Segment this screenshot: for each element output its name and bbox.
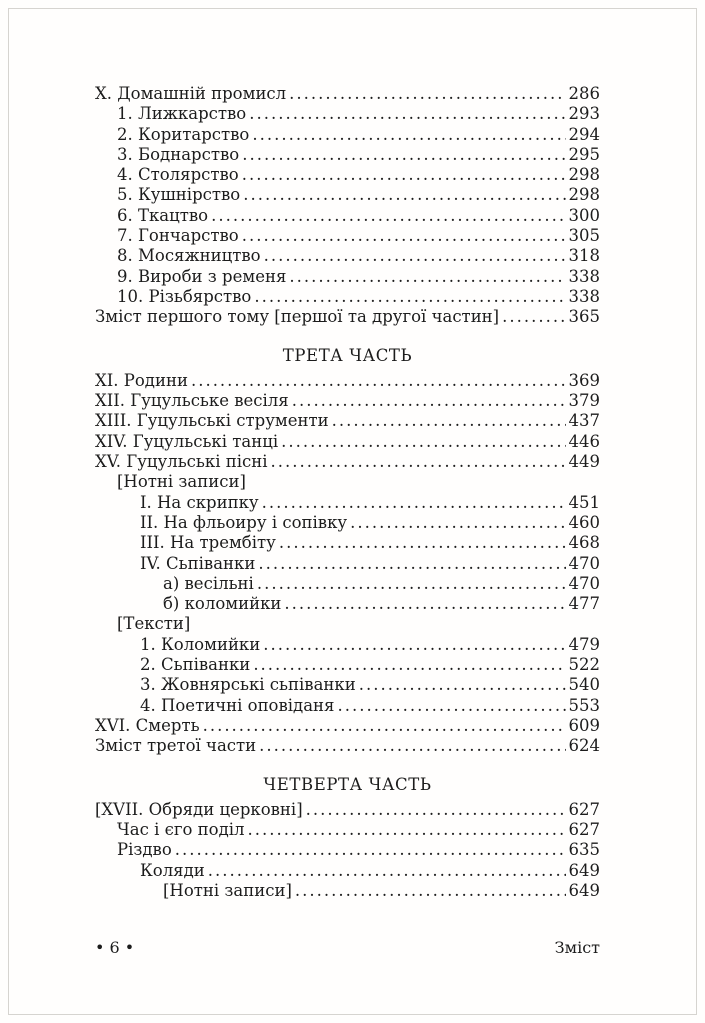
toc-entry bbox=[95, 246, 600, 266]
toc-entry bbox=[95, 287, 600, 307]
toc-entry-label: 2. Коритарство bbox=[117, 124, 250, 144]
toc-page-number: 540 bbox=[568, 675, 600, 695]
toc-page-number: 298 bbox=[568, 185, 600, 205]
toc-entry-label: Коляди bbox=[140, 860, 205, 880]
toc-page-number: 635 bbox=[568, 840, 600, 860]
toc-section bbox=[95, 346, 600, 757]
toc-page-number: 553 bbox=[568, 695, 600, 715]
toc-page-number: 446 bbox=[568, 431, 600, 451]
toc-section bbox=[95, 84, 600, 328]
toc-leader-dots bbox=[264, 246, 566, 266]
toc-entry bbox=[95, 533, 600, 553]
toc-page-number: 624 bbox=[568, 736, 600, 756]
folio-number: • 6 • bbox=[95, 938, 135, 957]
toc-entry-label: II. На фльоиру і сопівку bbox=[140, 512, 348, 532]
toc-entry bbox=[95, 820, 600, 840]
toc-entry bbox=[95, 104, 600, 124]
toc-entry bbox=[95, 226, 600, 246]
toc-page-number: 470 bbox=[568, 573, 600, 593]
toc-page-number: 460 bbox=[568, 512, 600, 532]
toc-leader-dots bbox=[262, 493, 566, 513]
toc-leader-dots bbox=[332, 411, 566, 431]
toc-page-number: 305 bbox=[568, 226, 600, 246]
toc-entry bbox=[95, 736, 600, 756]
toc-entry-label: 6. Ткацтво bbox=[117, 205, 209, 225]
toc-leader-dots bbox=[242, 145, 565, 165]
toc-entry-label: XI. Родини bbox=[95, 370, 188, 390]
toc-leader-dots bbox=[175, 840, 566, 860]
toc-leader-dots bbox=[191, 371, 566, 391]
toc-entry-label: [Нотні записи] bbox=[163, 880, 292, 900]
toc-page-number: 294 bbox=[568, 124, 600, 144]
toc-leader-dots bbox=[242, 226, 566, 246]
toc-entry-label: 1. Коломийки bbox=[140, 634, 261, 654]
toc-page-number: 470 bbox=[568, 553, 600, 573]
toc-entry-label: XIV. Гуцульські танці bbox=[95, 431, 279, 451]
toc-entry-label: 4. Поетичні оповіданя bbox=[140, 695, 335, 715]
toc-entry-label: 7. Гончарство bbox=[117, 226, 239, 246]
toc-leader-dots bbox=[259, 736, 565, 756]
toc-page-number: 298 bbox=[568, 165, 600, 185]
toc-entry bbox=[95, 452, 600, 472]
toc-entry-label: X. Домашній промисл bbox=[95, 84, 287, 103]
toc-page-number: 477 bbox=[568, 594, 600, 614]
toc-leader-dots bbox=[289, 267, 565, 287]
toc-entry bbox=[95, 800, 600, 820]
toc-leader-dots bbox=[211, 206, 565, 226]
page-footer bbox=[95, 938, 600, 958]
toc-entry bbox=[95, 84, 600, 104]
toc-page-number: 365 bbox=[568, 307, 600, 327]
toc-entry bbox=[95, 614, 600, 634]
toc-entry bbox=[95, 716, 600, 736]
toc-page-number: 369 bbox=[568, 370, 600, 390]
toc-leader-dots bbox=[337, 696, 565, 716]
toc-entry bbox=[95, 432, 600, 452]
toc-section bbox=[95, 775, 600, 902]
toc-leader-dots bbox=[203, 716, 566, 736]
toc-entry bbox=[95, 493, 600, 513]
toc-entry bbox=[95, 655, 600, 675]
toc-entry-label: Час і єго поділ bbox=[117, 820, 245, 840]
toc-page-number: 627 bbox=[568, 799, 600, 819]
toc-entry-label: Різдво bbox=[117, 840, 172, 860]
toc-entry-label: 4. Столярство bbox=[117, 165, 239, 185]
toc-entry bbox=[95, 206, 600, 226]
toc-leader-dots bbox=[263, 635, 565, 655]
toc-entry bbox=[95, 371, 600, 391]
toc-entry bbox=[95, 267, 600, 287]
toc-leader-dots bbox=[254, 287, 565, 307]
toc-page-number: 451 bbox=[568, 492, 600, 512]
toc-entry bbox=[95, 185, 600, 205]
toc-leader-dots bbox=[295, 881, 566, 901]
toc-entry-label: XVI. Смерть bbox=[95, 715, 200, 735]
toc-entry bbox=[95, 307, 600, 327]
toc-leader-dots bbox=[289, 84, 565, 104]
toc-page-number: 627 bbox=[568, 820, 600, 840]
toc-page-number: 293 bbox=[568, 104, 600, 124]
part-heading: ЧЕТВЕРТА ЧАСТЬ bbox=[263, 774, 432, 794]
toc-leader-dots bbox=[253, 655, 565, 675]
toc-entry bbox=[95, 165, 600, 185]
toc-leader-dots bbox=[249, 104, 565, 124]
toc-page-number: 318 bbox=[568, 246, 600, 266]
toc-entry-label: 10. Різьбярство bbox=[117, 286, 252, 306]
toc-entry bbox=[95, 594, 600, 614]
toc-leader-dots bbox=[258, 554, 565, 574]
toc-page-number: 437 bbox=[568, 411, 600, 431]
toc-page-number: 649 bbox=[568, 860, 600, 880]
toc-page-number: 338 bbox=[568, 286, 600, 306]
table-of-contents bbox=[95, 84, 600, 901]
toc-leader-dots bbox=[279, 533, 566, 553]
toc-entry bbox=[95, 696, 600, 716]
toc-page-number: 609 bbox=[568, 715, 600, 735]
toc-entry-label: I. На скрипку bbox=[140, 492, 259, 512]
toc-entry-label: 9. Вироби з ременя bbox=[117, 266, 287, 286]
toc-entry-label: XV. Гуцульські пісні bbox=[95, 452, 268, 472]
running-title: Зміст bbox=[554, 938, 600, 957]
toc-entry-label: [XVII. Обряди церковні] bbox=[95, 799, 303, 819]
toc-entry-label: III. На трембіту bbox=[140, 533, 276, 553]
toc-entry-label: 3. Боднарство bbox=[117, 144, 240, 164]
toc-entry bbox=[95, 635, 600, 655]
toc-entry-label: [Тексти] bbox=[117, 614, 191, 634]
toc-entry-label: Зміст першого тому [першої та другої частин] bbox=[95, 307, 500, 327]
toc-entry bbox=[95, 574, 600, 594]
toc-leader-dots bbox=[281, 432, 565, 452]
toc-entry-label: 8. Мосяжництво bbox=[117, 246, 261, 266]
toc-entry bbox=[95, 411, 600, 431]
toc-leader-dots bbox=[252, 125, 565, 145]
toc-entry bbox=[95, 472, 600, 492]
toc-entry-label: XIII. Гуцульські струменти bbox=[95, 411, 329, 431]
toc-entry bbox=[95, 675, 600, 695]
toc-leader-dots bbox=[292, 391, 566, 411]
toc-leader-dots bbox=[242, 165, 566, 185]
toc-entry-label: 5. Кушнірство bbox=[117, 185, 241, 205]
toc-entry bbox=[95, 840, 600, 860]
toc-page-number: 449 bbox=[568, 452, 600, 472]
toc-leader-dots bbox=[502, 307, 565, 327]
toc-entry-label: 2. Сьпіванки bbox=[140, 655, 251, 675]
toc-entry-label: а) весільні bbox=[163, 573, 254, 593]
toc-page-number: 468 bbox=[568, 533, 600, 553]
toc-entry-label: IV. Сьпіванки bbox=[140, 553, 256, 573]
toc-entry-label: Зміст третої части bbox=[95, 736, 257, 756]
toc-leader-dots bbox=[271, 452, 566, 472]
toc-entry bbox=[95, 881, 600, 901]
toc-leader-dots bbox=[208, 861, 566, 881]
toc-page-number: 286 bbox=[568, 84, 600, 103]
toc-leader-dots bbox=[248, 820, 566, 840]
toc-leader-dots bbox=[306, 800, 566, 820]
toc-leader-dots bbox=[243, 185, 565, 205]
toc-entry bbox=[95, 554, 600, 574]
toc-page-number: 295 bbox=[568, 144, 600, 164]
toc-entry bbox=[95, 391, 600, 411]
toc-page-number: 649 bbox=[568, 880, 600, 900]
toc-entry-label: 1. Лижкарство bbox=[117, 104, 247, 124]
toc-entry bbox=[95, 145, 600, 165]
toc-leader-dots bbox=[350, 513, 565, 533]
toc-entry-label: 3. Жовнярські сьпіванки bbox=[140, 675, 356, 695]
toc-page-number: 522 bbox=[568, 655, 600, 675]
toc-entry-label: XII. Гуцульське весіля bbox=[95, 391, 289, 411]
toc-entry bbox=[95, 513, 600, 533]
toc-leader-dots bbox=[257, 574, 566, 594]
part-heading: ТРЕТА ЧАСТЬ bbox=[282, 345, 413, 365]
toc-entry bbox=[95, 125, 600, 145]
toc-page-number: 379 bbox=[568, 391, 600, 411]
toc-entry-label: [Нотні записи] bbox=[117, 472, 246, 492]
toc-entry bbox=[95, 861, 600, 881]
toc-page-number: 300 bbox=[568, 205, 600, 225]
toc-entry-label: б) коломийки bbox=[163, 594, 282, 614]
toc-page-number: 338 bbox=[568, 266, 600, 286]
toc-page-number: 479 bbox=[568, 634, 600, 654]
toc-leader-dots bbox=[284, 594, 565, 614]
toc-leader-dots bbox=[359, 675, 566, 695]
